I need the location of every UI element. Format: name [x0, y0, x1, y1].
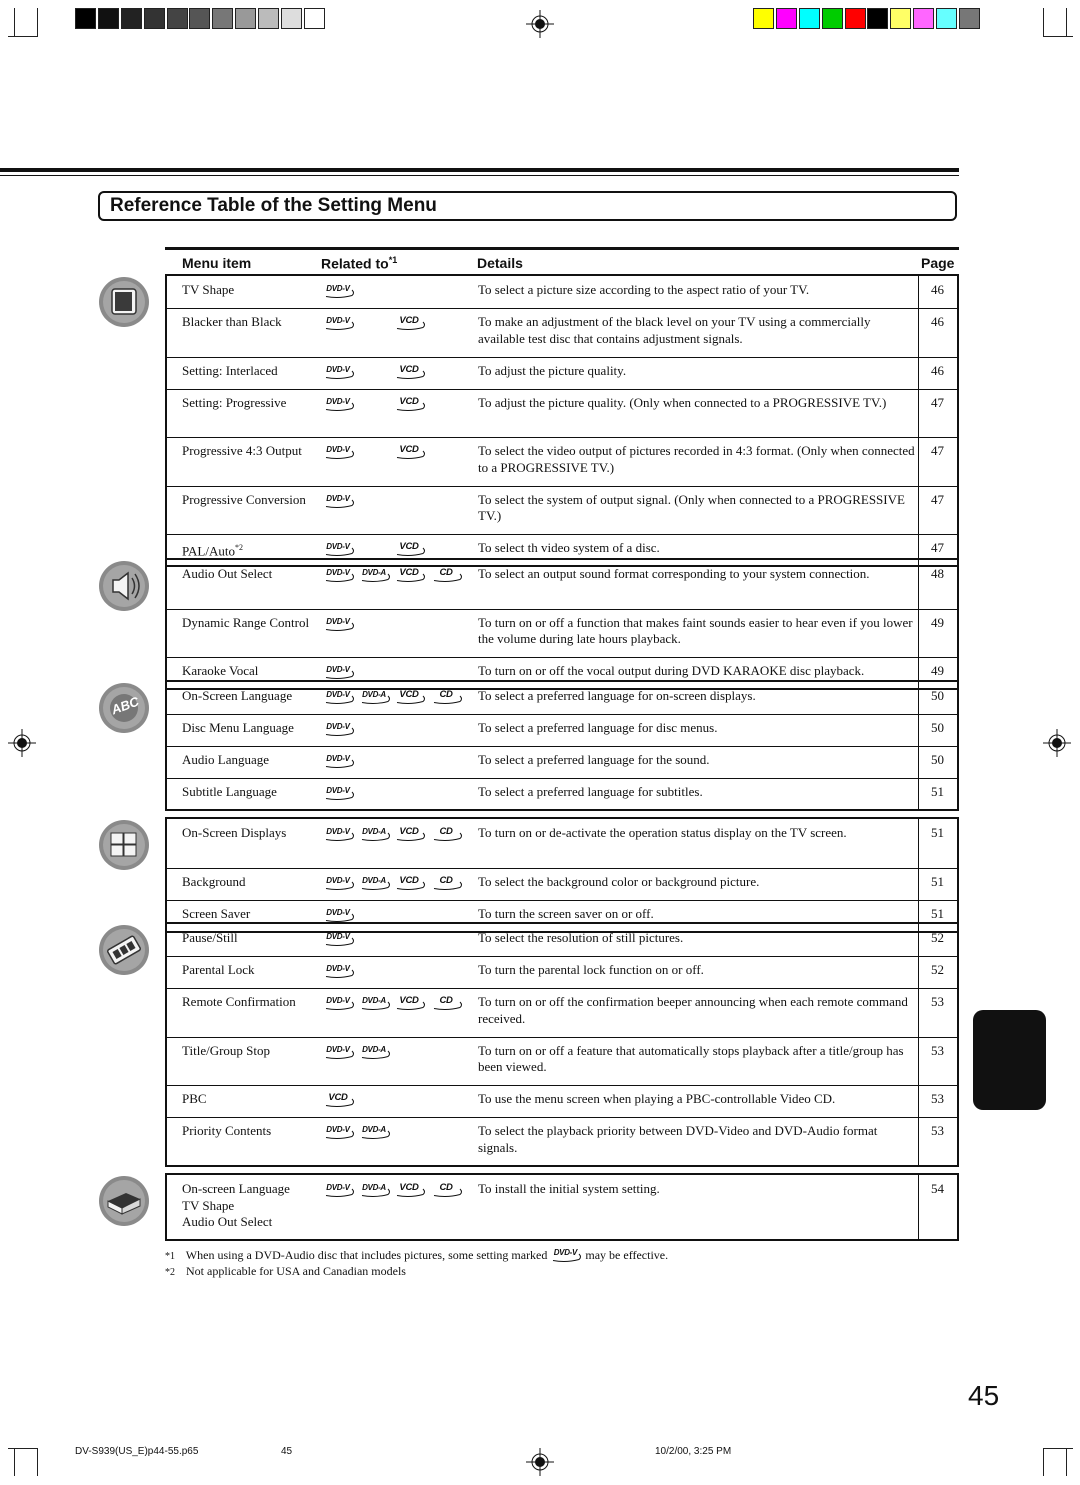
- vcd-badge-icon: [396, 827, 424, 841]
- menu-item-label: [182, 492, 306, 509]
- details-text: To select the playback priority between DVD-Video and DVD-Audio format signals.: [478, 1123, 878, 1155]
- footnote-text: When using a DVD-Audio disc that includes pictures, some setting marked: [185, 1248, 548, 1262]
- cd-badge-icon: [433, 827, 461, 841]
- details-text: To select a preferred language for the sound.: [478, 752, 710, 767]
- menu-item-label: [182, 540, 243, 560]
- menu-item-text: Disc Menu Language: [182, 720, 294, 735]
- calibration-swatch: [936, 8, 957, 29]
- badge-label: VCD: [399, 826, 419, 837]
- menu-item-text: Background: [182, 873, 246, 889]
- badge-label: DVD-V: [326, 1044, 350, 1054]
- footnote-mark: *1: [388, 255, 398, 265]
- calibration-swatch: [304, 8, 325, 29]
- page-ref: 53: [931, 1123, 944, 1138]
- calibration-swatch: [121, 8, 142, 29]
- badge-label: DVD-V: [326, 284, 350, 293]
- settings-group: [165, 558, 959, 690]
- cd-badge-icon: [433, 690, 461, 704]
- dvd-v-badge-icon: [325, 786, 353, 800]
- page-ref: 46: [931, 362, 944, 378]
- icon-lettering: ABC: [109, 693, 141, 718]
- menu-item-label: [182, 752, 269, 769]
- dvd-v-badge-icon: [325, 365, 353, 379]
- badge-label: CD: [439, 567, 453, 578]
- table-row: [167, 1175, 957, 1240]
- table-row: [167, 1037, 957, 1086]
- page-ref: 53: [931, 994, 944, 1009]
- table-row: [167, 560, 957, 609]
- calibration-swatch: [913, 8, 934, 29]
- registration-mark-icon: [1043, 729, 1071, 757]
- page-ref: 46: [931, 314, 944, 329]
- dvd-a-badge-icon: [361, 1183, 389, 1197]
- badge-label: VCD: [399, 315, 419, 326]
- page-ref: 49: [931, 663, 944, 678]
- settings-group: [165, 1173, 959, 1241]
- dvd-v-badge-icon: [325, 690, 353, 704]
- menu-item-text: Screen Saver: [182, 905, 251, 921]
- menu-item-label: [182, 906, 250, 923]
- badge-label: DVD-V: [326, 722, 350, 731]
- operation-controls-icon: [98, 924, 150, 976]
- column-header-page: Page: [921, 255, 955, 271]
- dvd-v-badge-icon: [325, 876, 353, 890]
- page-ref: 49: [931, 614, 944, 630]
- column-header-related-to: [321, 255, 397, 272]
- menu-item-text: On-Screen Displays: [182, 825, 287, 840]
- menu-item-text: Karaoke Vocal: [182, 663, 259, 678]
- menu-item-text: TV Shape: [182, 282, 235, 297]
- menu-item-text: Audio Language: [182, 752, 270, 767]
- vcd-badge-icon: [396, 996, 424, 1010]
- table-row: [167, 746, 957, 778]
- menu-item-label: [182, 314, 282, 331]
- page-ref: 46: [931, 282, 944, 297]
- dvd-v-badge-icon: [325, 996, 353, 1010]
- page-ref: 47: [931, 443, 944, 458]
- slug-sheet: 45: [281, 1446, 293, 1457]
- menu-item-label: [182, 663, 258, 680]
- badge-label: DVD-A: [362, 875, 386, 885]
- settings-group: [165, 922, 959, 1167]
- vcd-badge-icon: [396, 316, 424, 330]
- dvd-v-badge-icon: [325, 316, 353, 330]
- page-ref: 47: [931, 394, 944, 410]
- menu-item-label: [182, 930, 238, 947]
- menu-item-text: Pause/Still: [182, 930, 238, 945]
- details-text: To select the system of output signal. (Only when connected to a PROGRESSIVE TV.): [478, 491, 905, 523]
- page-ref: 50: [931, 688, 944, 703]
- menu-item-text: Subtitle Language: [182, 784, 277, 799]
- page-ref: 53: [931, 1091, 944, 1106]
- calibration-swatch: [776, 8, 797, 29]
- settings-group: [165, 817, 959, 933]
- calibration-swatch: [959, 8, 980, 29]
- calibration-swatch: [799, 8, 820, 29]
- vcd-badge-icon: [325, 1093, 353, 1107]
- menu-item-text: Audio Out Select: [182, 566, 273, 581]
- page-ref: 51: [931, 905, 944, 921]
- audio-speaker-icon: [98, 560, 150, 612]
- badge-label: DVD-A: [362, 690, 386, 699]
- registration-mark-icon: [526, 10, 554, 38]
- menu-item-text: Parental Lock: [182, 962, 255, 977]
- table-row: [167, 819, 957, 868]
- dvd-v-badge-icon: [325, 754, 353, 768]
- dvd-v-badge-icon: [325, 494, 353, 508]
- menu-item-label: [182, 566, 272, 583]
- badge-label: DVD-V: [553, 1248, 578, 1257]
- details-text: To select an output sound format corresponding to your system connection.: [478, 566, 870, 581]
- details-text: To turn on or off the vocal output during DVD KARAOKE disc playback.: [478, 663, 865, 678]
- badge-label: VCD: [399, 541, 419, 552]
- table-row: [167, 308, 957, 357]
- badge-label: DVD-V: [326, 932, 350, 941]
- registration-mark-icon: [526, 1448, 554, 1476]
- slug-datetime: 10/2/00, 3:25 PM: [655, 1446, 732, 1457]
- dvd-v-badge-icon: [325, 827, 353, 841]
- calibration-swatch: [845, 8, 866, 29]
- menu-item-text: Priority Contents: [182, 1123, 272, 1138]
- menu-item-label: [182, 874, 246, 891]
- badge-label: VCD: [399, 444, 419, 455]
- dvd-v-badge-icon: [325, 542, 353, 556]
- calibration-swatch: [144, 8, 165, 29]
- badge-label: DVD-A: [362, 568, 386, 577]
- badge-label: VCD: [399, 395, 419, 407]
- badge-label: VCD: [328, 1092, 348, 1103]
- badge-label: VCD: [399, 567, 419, 578]
- table-row: [167, 609, 957, 658]
- page-ref: 51: [931, 825, 944, 840]
- vcd-badge-icon: [396, 690, 424, 704]
- menu-item-text: Setting: Interlaced: [182, 362, 278, 378]
- column-header-details: Details: [477, 255, 523, 271]
- dvd-v-badge-icon: [325, 932, 353, 946]
- details-text: To select a preferred language for subtitles.: [478, 784, 703, 799]
- dvd-v-badge-icon: [325, 908, 353, 922]
- slug-file: DV-S939(US_E)p44-55.p65: [75, 1446, 199, 1457]
- menu-item-label: [182, 688, 292, 705]
- gray-calibration-strip: [75, 8, 327, 29]
- page-ref: 52: [931, 962, 944, 977]
- badge-label: DVD-A: [362, 996, 386, 1005]
- table-row: [167, 868, 957, 900]
- calibration-swatch: [189, 8, 210, 29]
- dvd-v-badge-icon: [552, 1248, 580, 1262]
- dvd-v-badge-icon: [325, 1183, 353, 1197]
- calibration-swatch: [75, 8, 96, 29]
- menu-item-label: [182, 1043, 270, 1060]
- badge-label: DVD-V: [326, 1125, 350, 1134]
- cd-badge-icon: [433, 876, 461, 890]
- calibration-swatch: [167, 8, 188, 29]
- details-text: To select the video output of pictures recorded in 4:3 format. (Only when connected to a PROGRESSIVE TV.): [478, 443, 915, 475]
- badge-label: DVD-V: [326, 907, 350, 917]
- calibration-swatch: [822, 8, 843, 29]
- badge-label: DVD-V: [326, 690, 350, 699]
- calibration-swatch: [235, 8, 256, 29]
- details-text: To select a preferred language for on-screen displays.: [478, 688, 756, 703]
- details-text: To select the background color or background picture.: [478, 873, 760, 889]
- table-row: [167, 389, 957, 438]
- menu-item-label: [182, 962, 255, 979]
- cd-badge-icon: [433, 1183, 461, 1197]
- dvd-a-badge-icon: [361, 690, 389, 704]
- page-ref: 47: [931, 491, 944, 507]
- table-row: [167, 682, 957, 714]
- menu-item-label: [182, 615, 309, 632]
- menu-item-text: PAL/Auto: [182, 543, 235, 559]
- badge-label: DVD-V: [326, 364, 350, 374]
- table-row: [167, 778, 957, 810]
- calibration-swatch: [753, 8, 774, 29]
- menu-item-label: [182, 1091, 207, 1108]
- footnote-text: Not applicable for USA and Canadian models: [186, 1264, 406, 1278]
- settings-group: [165, 274, 959, 567]
- related-to-label: Related to: [321, 255, 389, 272]
- page-number: 45: [968, 1380, 1000, 1411]
- table-row: [167, 714, 957, 746]
- details-text: To install the initial system setting.: [478, 1181, 660, 1196]
- footnote-2: [165, 1264, 406, 1280]
- color-calibration-strip: [753, 8, 982, 29]
- badge-label: VCD: [399, 689, 419, 700]
- details-text: To turn the screen saver on or off.: [478, 905, 654, 921]
- dvd-v-badge-icon: [325, 568, 353, 582]
- menu-item-text: On-screen Language TV Shape Audio Out Select: [182, 1181, 290, 1229]
- menu-item-label: [182, 784, 277, 801]
- header-rule-thin: [0, 175, 959, 176]
- footnote-mark: *2: [234, 543, 243, 552]
- dvd-v-badge-icon: [325, 445, 353, 459]
- dvd-v-badge-icon: [325, 1045, 353, 1059]
- badge-label: DVD-V: [326, 665, 350, 674]
- details-text: To turn the parental lock function on or off.: [478, 962, 704, 977]
- footnote-text: may be effective.: [585, 1248, 669, 1262]
- badge-label: VCD: [399, 995, 419, 1006]
- header-rule: [0, 168, 959, 172]
- vcd-badge-icon: [396, 568, 424, 582]
- footnote-mark: *1: [165, 1251, 175, 1262]
- menu-item-label: [182, 395, 286, 412]
- menu-item-label: [182, 282, 234, 299]
- language-abc-icon: [98, 682, 150, 734]
- badge-label: VCD: [399, 1182, 419, 1193]
- table-row: [167, 1117, 957, 1166]
- badge-label: DVD-V: [326, 875, 350, 885]
- badge-label: DVD-V: [326, 396, 350, 406]
- page-ref: 52: [931, 930, 944, 945]
- details-text: To turn on or off a feature that automatically stops playback after a title/group has been viewed.: [478, 1042, 904, 1074]
- badge-label: VCD: [399, 874, 419, 886]
- details-text: To select th video system of a disc.: [478, 540, 660, 555]
- menu-item-text: Remote Confirmation: [182, 994, 296, 1009]
- badge-label: DVD-V: [326, 964, 350, 973]
- badge-label: DVD-V: [326, 542, 350, 551]
- badge-label: CD: [439, 874, 453, 886]
- dvd-a-badge-icon: [361, 1045, 389, 1059]
- dvd-v-badge-icon: [325, 397, 353, 411]
- dvd-v-badge-icon: [325, 964, 353, 978]
- dvd-a-badge-icon: [361, 996, 389, 1010]
- table-row: [167, 988, 957, 1037]
- menu-item-text: PBC: [182, 1091, 207, 1106]
- menu-item-label: [182, 1123, 271, 1140]
- registration-mark-icon: [8, 729, 36, 757]
- dvd-v-badge-icon: [550, 1247, 582, 1261]
- table-row: [167, 357, 957, 389]
- menu-item-label: [182, 1181, 290, 1231]
- footnote-1: [165, 1247, 668, 1264]
- cd-badge-icon: [433, 996, 461, 1010]
- dvd-v-badge-icon: [325, 665, 353, 679]
- badge-label: DVD-V: [326, 754, 350, 763]
- page-ref: 47: [931, 540, 944, 555]
- calibration-swatch: [98, 8, 119, 29]
- details-text: To adjust the picture quality.: [478, 362, 627, 378]
- menu-item-label: [182, 720, 294, 737]
- display-windows-icon: [98, 819, 150, 871]
- badge-label: DVD-V: [326, 786, 350, 795]
- badge-label: DVD-V: [326, 827, 350, 836]
- dvd-a-badge-icon: [361, 1125, 389, 1139]
- table-row: [167, 1085, 957, 1117]
- details-text: To adjust the picture quality. (Only when connected to a PROGRESSIVE TV.): [478, 394, 887, 410]
- calibration-swatch: [867, 8, 888, 29]
- badge-label: DVD-A: [362, 1183, 386, 1192]
- details-text: To select a picture size according to the aspect ratio of your TV.: [478, 282, 810, 297]
- vcd-badge-icon: [396, 542, 424, 556]
- badge-label: DVD-A: [362, 827, 386, 836]
- badge-label: VCD: [399, 363, 419, 375]
- details-text: To turn on or de-activate the operation status display on the TV screen.: [478, 825, 847, 840]
- table-header-rule: [165, 247, 959, 250]
- badge-label: DVD-V: [326, 996, 350, 1005]
- vcd-badge-icon: [396, 1183, 424, 1197]
- table-row: [167, 437, 957, 486]
- menu-item-label: [182, 363, 278, 380]
- dvd-v-badge-icon: [325, 1125, 353, 1139]
- details-text: To make an adjustment of the black level on your TV using a commercially available test disc that contains adjustment signals.: [478, 314, 871, 346]
- badge-label: DVD-V: [326, 568, 350, 577]
- details-text: To turn on or off the confirmation beeper announcing when each remote command received.: [478, 994, 908, 1026]
- menu-item-text: Setting: Progressive: [182, 394, 287, 410]
- page-ref: 50: [931, 720, 944, 735]
- dvd-v-badge-icon: [325, 617, 353, 631]
- badge-label: DVD-V: [326, 316, 350, 325]
- vcd-badge-icon: [396, 365, 424, 379]
- menu-item-label: [182, 443, 302, 460]
- badge-label: DVD-V: [326, 493, 350, 503]
- details-text: To select the resolution of still pictures.: [478, 930, 684, 945]
- picture-tv-icon: [98, 276, 150, 328]
- initial-setup-player-icon: [98, 1175, 150, 1227]
- settings-group: [165, 680, 959, 811]
- dvd-a-badge-icon: [361, 876, 389, 890]
- dvd-a-badge-icon: [361, 827, 389, 841]
- page-title: Reference Table of the Setting Menu: [110, 195, 437, 216]
- calibration-swatch: [212, 8, 233, 29]
- section-tab: [973, 1010, 1046, 1110]
- details-text: To turn on or off a function that makes faint sounds easier to hear even if you lower the volume during late hours playback.: [478, 614, 913, 646]
- page-ref: 53: [931, 1042, 944, 1058]
- badge-label: DVD-V: [326, 1183, 350, 1192]
- menu-item-label: [182, 825, 286, 842]
- menu-item-text: Progressive 4:3 Output: [182, 443, 302, 458]
- details-text: To select a preferred language for disc menus.: [478, 720, 718, 735]
- vcd-badge-icon: [396, 876, 424, 890]
- menu-item-text: Dynamic Range Control: [182, 614, 310, 630]
- badge-label: DVD-V: [326, 616, 350, 626]
- vcd-badge-icon: [396, 397, 424, 411]
- cd-badge-icon: [433, 568, 461, 582]
- menu-item-text: Progressive Conversion: [182, 491, 306, 507]
- badge-label: CD: [439, 1182, 453, 1193]
- dvd-v-badge-icon: [325, 722, 353, 736]
- column-header-menu-item: Menu item: [182, 255, 252, 271]
- page-ref: 48: [931, 566, 944, 581]
- title-box: [98, 191, 957, 221]
- dvd-v-badge-icon: [325, 284, 353, 298]
- calibration-swatch: [890, 8, 911, 29]
- page-ref: 54: [931, 1181, 944, 1196]
- badge-label: CD: [439, 689, 453, 700]
- vcd-badge-icon: [396, 445, 424, 459]
- page-ref: 51: [931, 873, 944, 889]
- badge-label: DVD-V: [326, 445, 350, 454]
- badge-label: DVD-A: [362, 1125, 386, 1134]
- calibration-swatch: [281, 8, 302, 29]
- table-row: [167, 924, 957, 956]
- menu-item-text: On-Screen Language: [182, 688, 293, 703]
- menu-item-text: Title/Group Stop: [182, 1042, 271, 1058]
- badge-label: CD: [439, 826, 453, 837]
- badge-label: CD: [439, 995, 453, 1006]
- table-row: [167, 486, 957, 535]
- dvd-a-badge-icon: [361, 568, 389, 582]
- table-row: [167, 276, 957, 308]
- menu-item-text: Blacker than Black: [182, 314, 282, 329]
- details-text: To use the menu screen when playing a PBC-controllable Video CD.: [478, 1091, 836, 1106]
- page-ref: 50: [931, 752, 944, 767]
- page-ref: 51: [931, 784, 944, 799]
- footnote-mark: *2: [165, 1267, 175, 1278]
- table-row: [167, 956, 957, 988]
- menu-item-label: [182, 994, 296, 1011]
- calibration-swatch: [258, 8, 279, 29]
- badge-label: DVD-A: [362, 1044, 386, 1054]
